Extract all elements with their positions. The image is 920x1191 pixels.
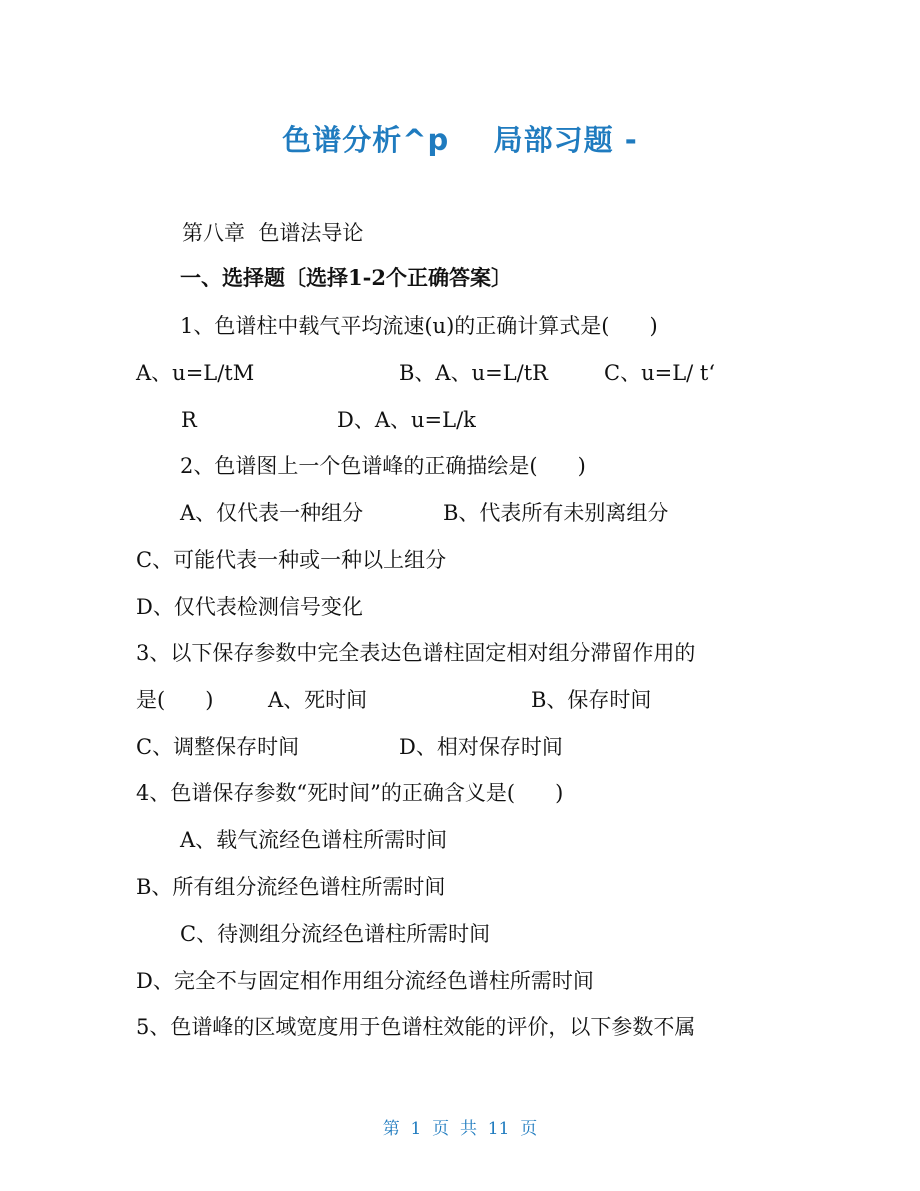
question-4-option-d: D、完全不与固定相作用组分流经色谱柱所需时间 [136,969,594,993]
question-2-stem: 2、色谱图上一个色谱峰的正确描绘是( ) [180,454,586,478]
page-footer: 第 1 页 共 11 页 [382,1119,538,1139]
question-4-option-a: A、载气流经色谱柱所需时间 [180,828,448,852]
question-3-option-b: B、保存时间 [531,688,652,712]
question-2-option-a: A、仅代表一种组分 [180,501,364,525]
question-1-option-c-continued: R [181,408,197,432]
question-1-option-a: A、u=L/tM [136,361,255,385]
document-title: 色谱分析^p 局部习题 - [282,123,638,157]
question-3-stem-continued: 是( ) [136,688,214,712]
question-1-stem: 1、色谱柱中载气平均流速(u)的正确计算式是( ) [180,314,658,338]
question-2-option-c: C、可能代表一种或一种以上组分 [136,548,447,572]
section-heading: 一、选择题〔选择1-2个正确答案〕 [180,265,512,290]
chapter-heading: 第八章 色谱法导论 [182,221,364,245]
question-4-option-c: C、待测组分流经色谱柱所需时间 [180,922,491,946]
question-2-option-d: D、仅代表检测信号变化 [136,595,363,619]
question-3-option-d: D、相对保存时间 [399,735,563,759]
question-4-option-b: B、所有组分流经色谱柱所需时间 [136,875,446,899]
question-3-option-c: C、调整保存时间 [136,735,300,759]
question-5-stem: 5、色谱峰的区域宽度用于色谱柱效能的评价，以下参数不属 [136,1015,696,1039]
question-2-option-b: B、代表所有未别离组分 [443,501,669,525]
question-4-stem: 4、色谱保存参数“死时间”的正确含义是( ) [136,781,564,805]
question-1-option-c: C、u=L/ t‘ [604,361,715,385]
question-3-stem: 3、以下保存参数中完全表达色谱柱固定相对组分滞留作用的 [136,641,696,665]
question-1-option-b: B、A、u=L/tR [399,361,548,385]
question-1-option-d: D、A、u=L/k [337,408,476,432]
question-3-option-a: A、死时间 [268,688,368,712]
